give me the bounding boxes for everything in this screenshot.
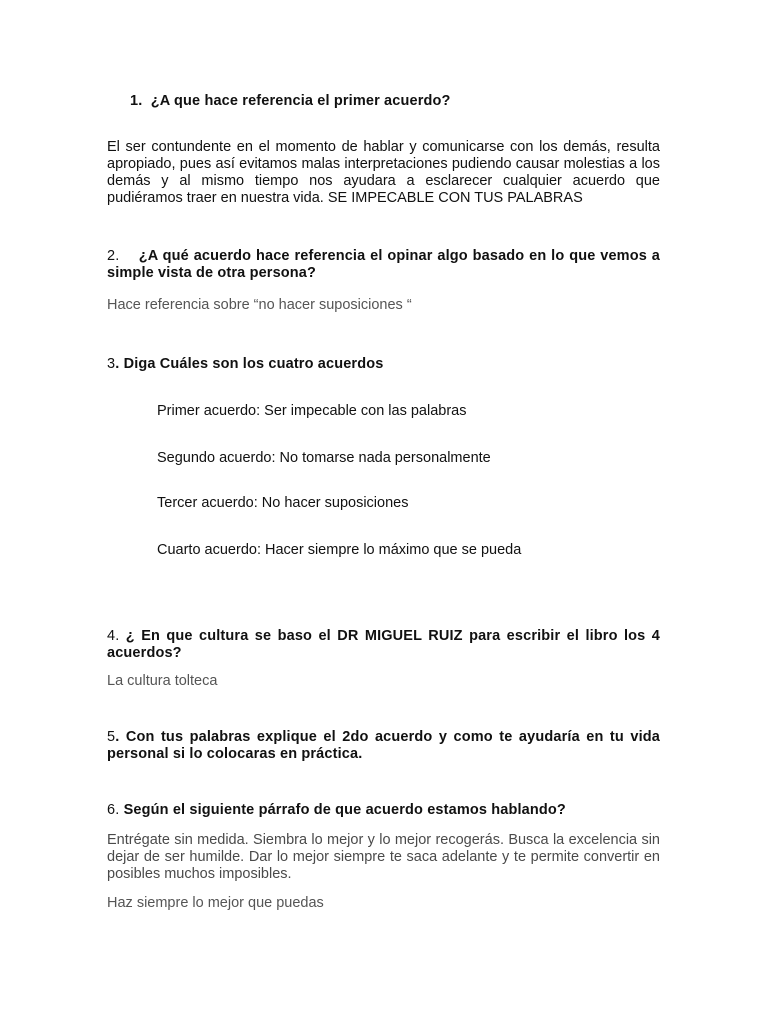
question-2	[107, 248, 660, 282]
question-4	[107, 628, 660, 662]
question-5	[107, 729, 660, 763]
agreement-item-4: Cuarto acuerdo: Hacer siempre lo máximo que se pueda	[157, 542, 522, 558]
question-3-number: 3	[107, 356, 116, 372]
answer-1: El ser contundente en el momento de hablar y comunicarse con los demás, resulta apropiado, pues así evitamos malas interpretaciones pudiendo causar molestias a los demás y al mismo tiempo nos ayudara a esclarecer cualquier acuerdo que pudiéramos traer en nuestra vida. SE IMPECABLE CON TUS PALABRAS	[107, 139, 660, 206]
question-1-text: ¿A que hace referencia el primer acuerdo?	[150, 93, 451, 109]
question-6-text: Según el siguiente párrafo de que acuerdo estamos hablando?	[123, 802, 566, 818]
agreement-item-1: Primer acuerdo: Ser impecable con las palabras	[157, 403, 467, 419]
agreement-item-3: Tercer acuerdo: No hacer suposiciones	[157, 495, 409, 511]
question-5-text: . Con tus palabras explique el 2do acuerdo y como te ayudaría en tu vida personal si lo colocaras en práctica.	[107, 729, 660, 762]
answer-2: Hace referencia sobre “no hacer suposiciones “	[107, 297, 412, 313]
paragraph-6: Entrégate sin medida. Siembra lo mejor y lo mejor recogerás. Busca la excelencia sin dejar de ser humilde. Dar lo mejor siempre te saca adelante y te permite convertir en posibles muchos imposibles.	[107, 832, 660, 882]
question-1	[130, 93, 451, 110]
question-5-number: 5	[107, 729, 116, 745]
agreement-item-2: Segundo acuerdo: No tomarse nada personalmente	[157, 450, 491, 466]
question-6-number: 6.	[107, 802, 120, 818]
question-4-number: 4.	[107, 628, 120, 644]
question-3-text: . Diga Cuáles son los cuatro acuerdos	[115, 356, 384, 372]
question-3	[107, 356, 660, 373]
question-2-text: ¿A qué acuerdo hace referencia el opinar algo basado en lo que vemos a simple vista de otra persona?	[107, 248, 660, 281]
answer-4: La cultura tolteca	[107, 673, 218, 689]
question-4-text: ¿ En que cultura se baso el DR MIGUEL RUIZ para escribir el libro los 4 acuerdos?	[107, 628, 660, 661]
question-6	[107, 802, 660, 819]
answer-6: Haz siempre lo mejor que puedas	[107, 895, 324, 911]
question-1-number: 1.	[130, 93, 143, 109]
question-2-number: 2.	[107, 248, 120, 264]
